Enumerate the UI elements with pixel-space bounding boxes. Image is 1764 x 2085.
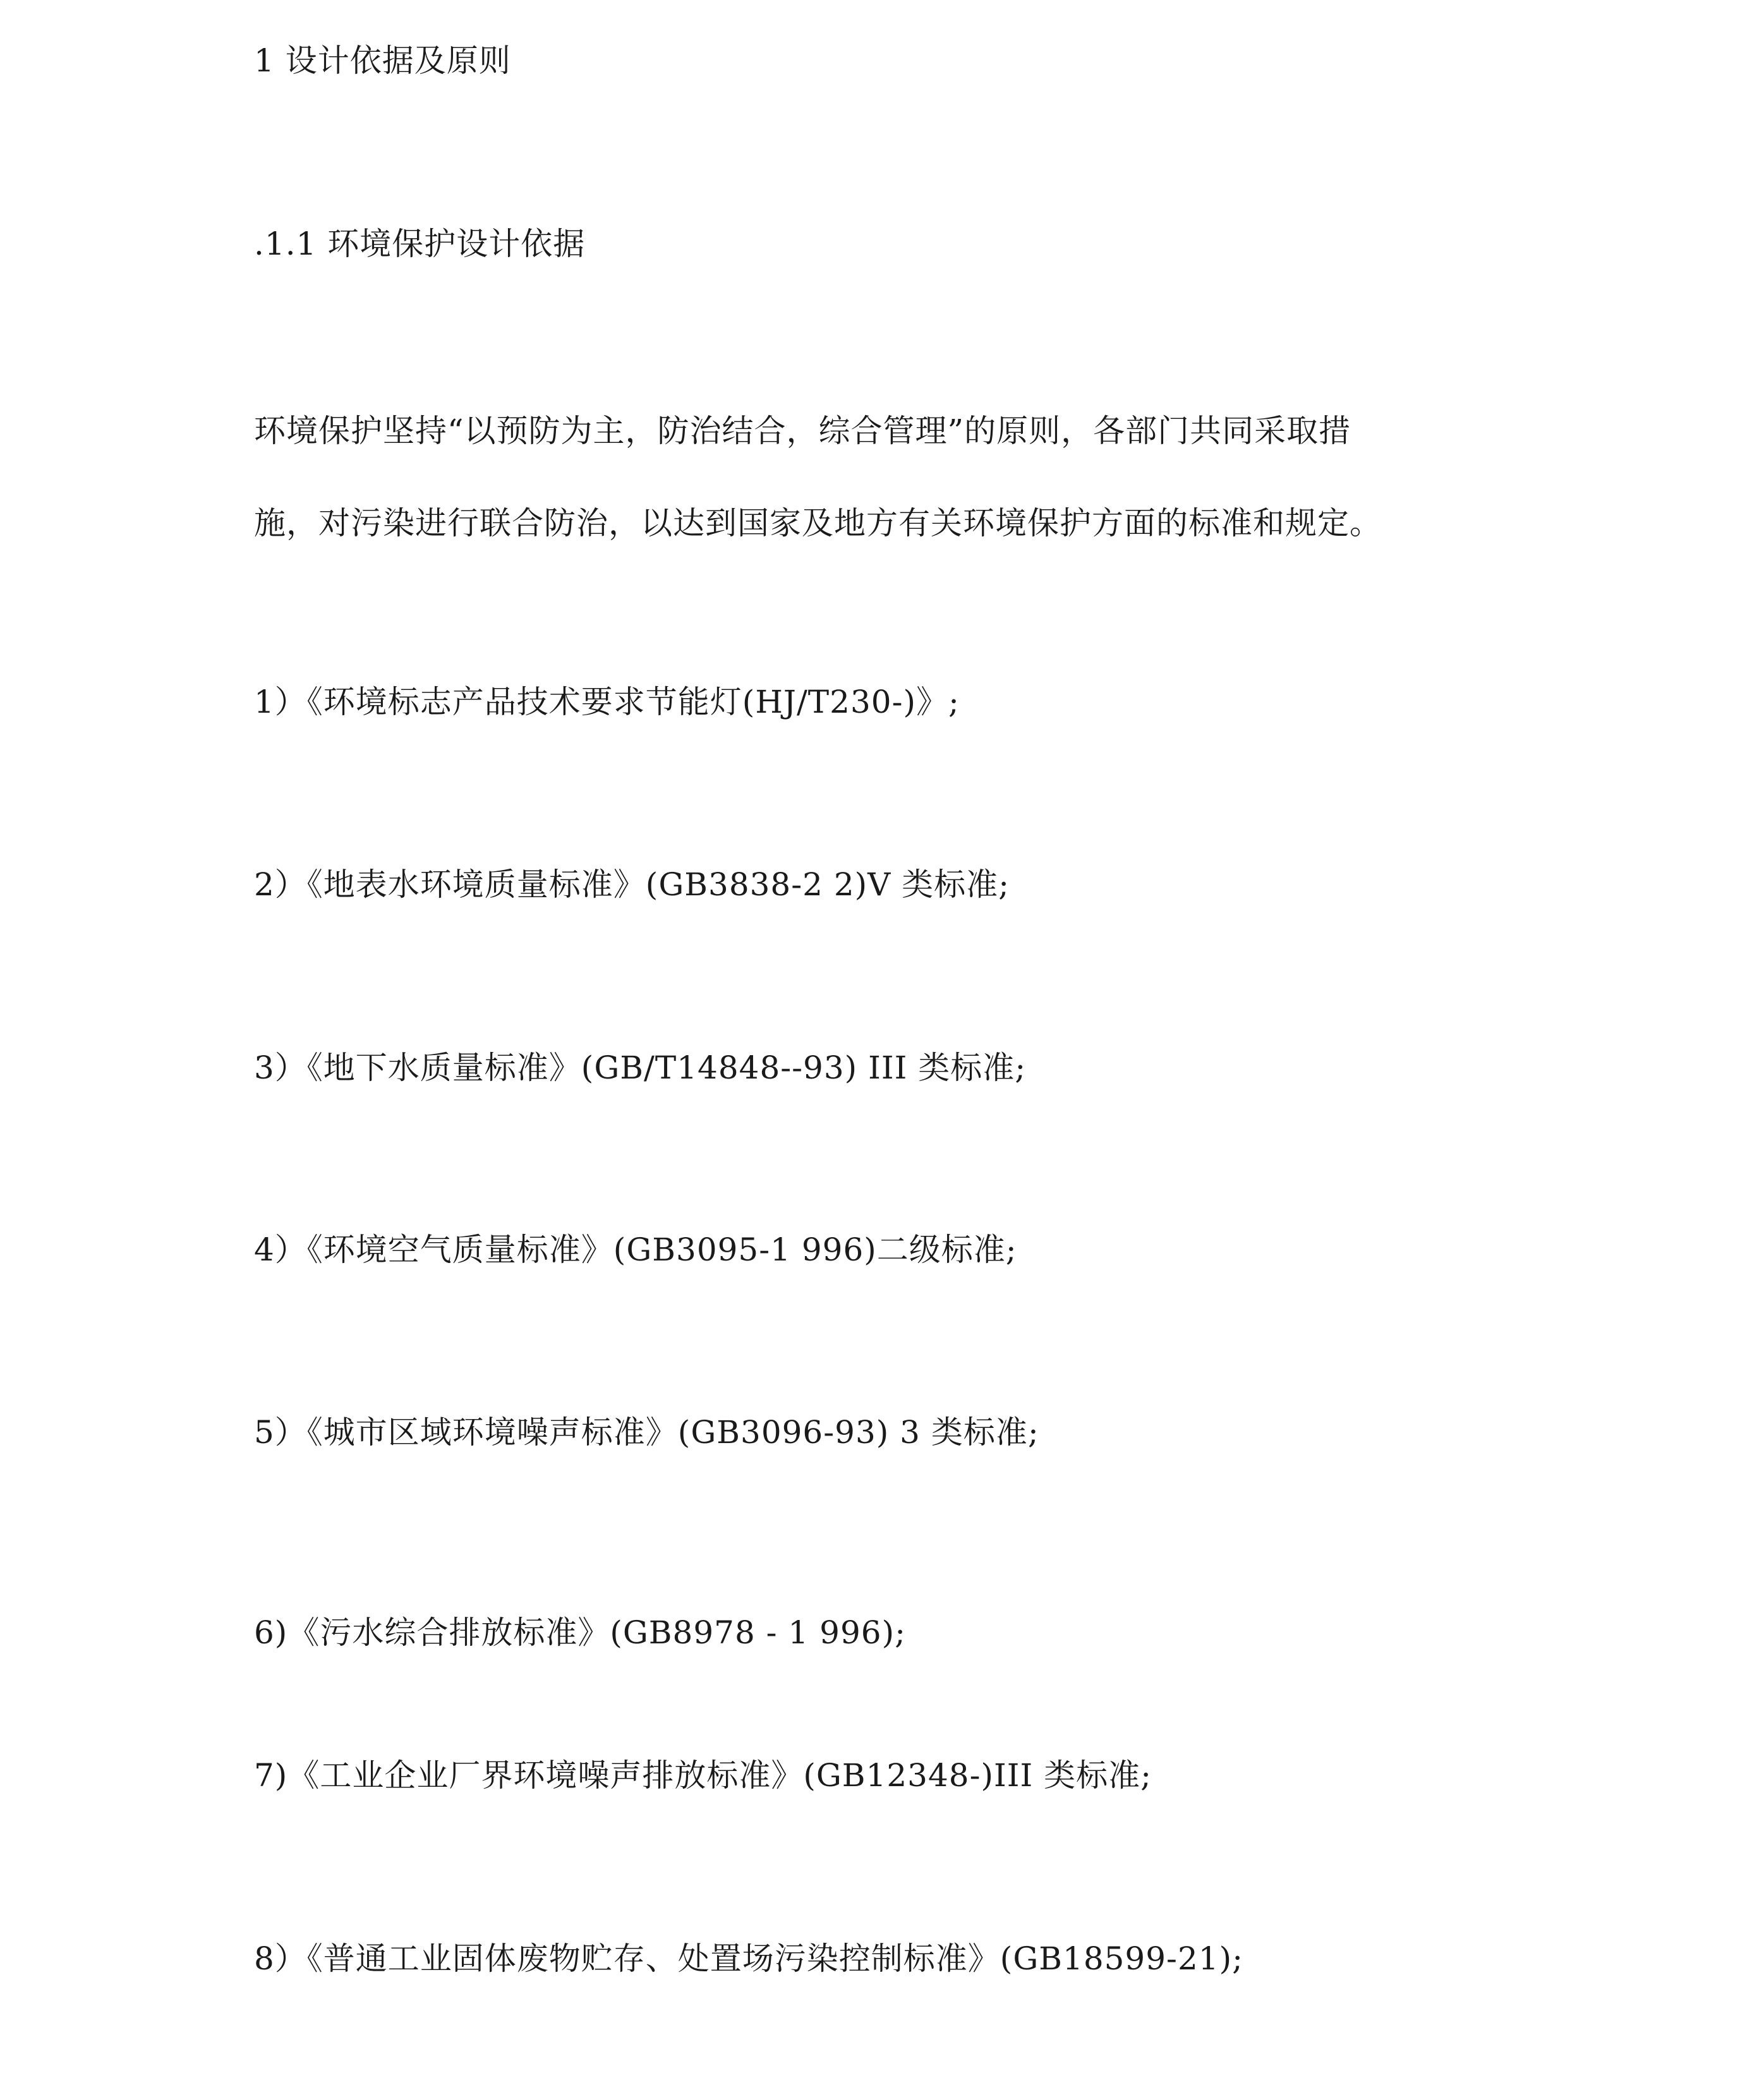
list-item: 3）《地下水质量标准》(GB/T14848--93) III 类标准; [254, 1049, 1027, 1086]
list-item: 8）《普通工业固体废物贮存、处置场污染控制标准》(GB18599-21); [254, 1940, 1243, 1977]
subsection-heading: .1.1 环境保护设计依据 [254, 226, 586, 262]
list-item: 7)《工业企业厂界环境噪声排放标准》(GB12348-)III 类标准; [254, 1757, 1152, 1794]
list-item: 6)《污水综合排放标准》(GB8978 - 1 996); [254, 1614, 906, 1651]
section-heading: 1 设计依据及原则 [254, 42, 511, 79]
intro-paragraph-line-2: 施，对污染进行联合防治，以达到国家及地方有关环境保护方面的标准和规定。 [254, 505, 1382, 541]
list-item: 4）《环境空气质量标准》(GB3095-1 996)二级标准; [254, 1231, 1017, 1268]
list-item: 2）《地表水环境质量标准》(GB3838-2 2)V 类标准; [254, 866, 1010, 903]
intro-paragraph-line-1: 环境保护坚持“以预防为主，防治结合，综合管理”的原则，各部门共同采取措 [254, 413, 1351, 449]
list-item: 5）《城市区域环境噪声标准》(GB3096-93) 3 类标准; [254, 1414, 1039, 1451]
list-item: 1）《环境标志产品技术要求节能灯(HJ/T230-)》; [254, 684, 960, 720]
